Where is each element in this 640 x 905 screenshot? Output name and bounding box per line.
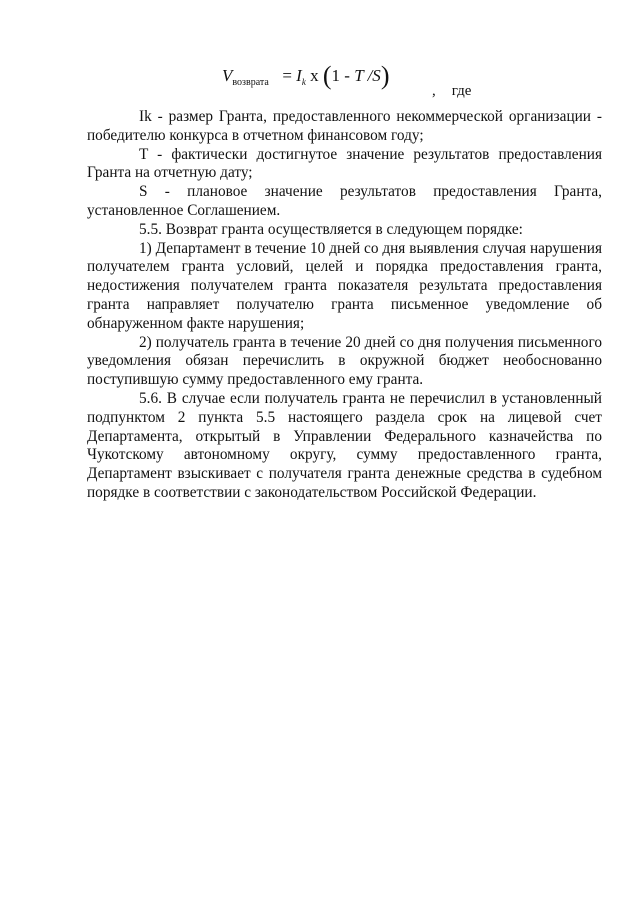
refund-formula — [222, 60, 389, 100]
paragraph-5-5: 5.5. Возврат гранта осуществляется в следующем порядке: — [139, 220, 523, 238]
document-body — [87, 108, 602, 503]
formula-v: V — [222, 66, 233, 85]
formula-equals: = — [282, 66, 292, 85]
formula-open-paren: ( — [322, 61, 332, 90]
formula-i-subscript: k — [301, 77, 306, 87]
paragraph-t-definition: T - фактически достигнутое значение результатов предоставления Гранта на отчетную дату; — [87, 145, 602, 182]
formula-times: x — [310, 66, 319, 85]
formula-v-subscript: возврата — [232, 77, 269, 88]
paragraph-5-5-item-2: 2) получатель гранта в течение 20 дней со дня получения письменного уведомления обязан перечислить в окружной бюджет необоснованно поступившую сумму предоставленного ему гранта. — [87, 333, 602, 389]
formula-i: I — [296, 66, 302, 85]
formula-t-over-s: T /S — [354, 66, 381, 85]
paragraph-5-5-item-1: 1) Департамент в течение 10 дней со дня выявления случая нарушения получателем гранта условий, целей и порядка предоставления гранта, недостижения получателем гранта показателя результата предоставления гранта направляет получателю гранта письменное уведомление об обнаруженном факте нарушения; — [87, 239, 602, 332]
formula-close-paren: ) — [380, 61, 390, 90]
paragraph-5-6: 5.6. В случае если получатель гранта не перечислил в установленный подпунктом 2 пункта 5.5 настоящего раздела срок на лицевой счет Департамента, открытый в Управлении Федерального казначейства по Чукотскому автономному округу, сумму предоставленного гранта, Департамент взыскивает с получателя гранта денежные средства в судебном порядке в соответствии с законодательством Российской Федерации. — [87, 389, 602, 501]
paragraph-ik-definition: Ik - размер Гранта, предоставленного некоммерческой организации - победителю конкурса в отчетном финансовом году; — [87, 108, 602, 144]
paragraph-s-definition: S - плановое значение результатов предоставления Гранта, установленное Соглашением. — [87, 183, 602, 219]
where-comma: , — [432, 83, 436, 99]
formula-one-minus: 1 - — [331, 66, 350, 85]
where-word: где — [451, 83, 472, 99]
formula-where — [432, 83, 471, 100]
